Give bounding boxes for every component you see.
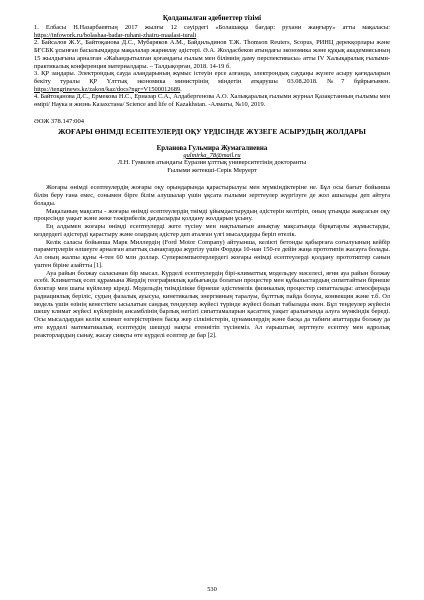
- paragraph: Ең алдымен жоғары өнімді есептеулерді жете түсіну мен нақтылығын анықтау мақсатында бірқатарлы жұмыстарды, кездердегі әдістерді қарастыру және олардың әдістер деп аталған үлгі мысалдарды беріп өтелік.: [34, 223, 390, 238]
- reference-item: 1. Елбасы Н.Назарбаевтың 2017 жылғы 12 сәуірдегі «Болашаққа бағдар: рухани жаңғыру» атты мақаласы: https://infowork.ru/bolashaa-badar-ruhani-zhairu-maalasi-turali: [34, 24, 390, 39]
- paragraph: Жоғары өнімді есептеулердің жоғары оқу орындарында қарастырылуы мен мүмкіндіктеріне не. Бұл осы бағыт бойынша білім беру ғана емес, сонымен бірге білім алушылар үшін ұқсата ғылыми зерттеулер жүргізуге де жол ашылады деп айтуға болады.: [34, 184, 390, 207]
- reference-item: 4. Байтоқанова Д.С., Ермекова Н.С., Ерназар С.А., Алдабергенова А.О. Халықаралық ғылыми журнал Қазақстанның ғылымы мен өмірі/ Наука и жизнь Казахстана/ Science and life of Kazakhstan. -Алматы, №10, 2019.: [34, 93, 390, 109]
- reference-link[interactable]: https://infowork.ru/bolashaa-badar-ruhani-zhairu-maalasi-turali: [34, 31, 197, 39]
- page-number: 530: [207, 586, 217, 593]
- paragraph: Келік саласы бойынша Марк Миллердің (Ford Motor Company) айтуынша, келікті бетонды қабырғаға соғылуының кейбір параметрлерін өлшеуге арналған апаттық сынақтарды жүргізу үшін Фордқа 10-нан 150-ге дейін жаңа прототипін жасауға болады. Ал оның жалпы құны 4-тен 60 млн доллар. Суперкомпьютерлердегі жоғары өнімді есептеулерді қолдану прототиптер санын үштен біріне азайтты [1].: [34, 238, 390, 269]
- paragraph: Ауа райын болжау саласынан бір мысал. Күрделі есептеулердің бірі-климаттық модельдеу мәселесі, яғни ауа райын болжау есебі. Климаттық есеп құрамына Жердің географиялық қабығында болатын процестер мен құбылыстардың сипаттайтын бірнеше блоктар мен шағы күйлелер кіреді. Модельдің тиімділікке бірнеше әдістемелік физикалық процестер сипатталады: атмосферада радиациялық беріліс, судың фазалық ауысуы, кинетикалық энергияның таралуы, бұлттық пайда болуы, конвекция және т.б. Ол модель үшін өзінің кенестікте ысылатын сандық тендеулер жүйесі түрінде жүйесі болып табылады екен. Бұл теңдеулер жүйесін шешу климат жүйесі күйлерінің ансамблінің барлық негізгі сипаттамаларын қасаттеқ уақыт аралығында алуға мүмкіндік береді. Осы мысалдардан келім климат өзгерістерінен басқа жер сілкіністерін, цунамилердің және басқа да табиғи апаттарды болжау да өте күрделі математикалық есептеудің шешуді нақты етеннітіп түсінеміз. Ал ғарыштың зерттеуге есептеу мен ядролық реакторлардың сынау, жасау сияқты өте күрделі есептер де бар [2].: [34, 269, 390, 339]
- author-email[interactable]: gulmirka_78@mail.ru: [183, 151, 241, 159]
- references-heading: Қолданылған әдебиеттер тізімі: [162, 14, 262, 22]
- author-name: Ерланова Гульмира Жумагалиевна: [156, 144, 268, 152]
- article-title: ЖОҒАРЫ ӨНІМДІ ЕСЕПТЕУЛЕРДІ ОҚУ ҮРДІСІНДЕ ЖҮЗЕГЕ АСЫРУДЫҢ ЖОЛДАРЫ: [58, 126, 366, 136]
- reference-item: 3. ҚР заңдары. Электрондық сауда алаңдарының жұмыс істеуін ерсе алғанда, электрондық саудаңы жүзеге асыру қағидаларын бекіту туралы ҚР Үлттық экономика министрінің міндетін атқарушы 03.08.2018. №7 бұйрығымен. https://tengrinews.kz/zakon/kaz/docs?ngr=V1500012689.: [34, 70, 390, 93]
- references-list: [34, 24, 390, 109]
- article-body: [34, 184, 390, 339]
- author-affiliation: Л.Н. Гумилев атындағы Еуразия ұлттық университетінің докторанты: [117, 159, 307, 167]
- supervisor: Ғылыми жетекші-Серік Меруерт: [167, 166, 257, 174]
- reference-link[interactable]: https://tengrinews.kz/zakon/kaz/docs?ngr=V1500012689: [34, 85, 181, 93]
- reference-item: 2. Байсалов Ж.У., Байтоқанова Д.С., Мубаряков А.М., Байдильдинов Т.Ж. Thomson Reuters, Scopus, РИНЦ дерекқорлары және БҒСБК ұсынған басылымдарда мақалалар жариялау әдістері. Ә.А. Жолдасбеков атындағы экономика және құқық академиясының 15 жылдығына арналған «Жаһандытылған қоғамдағы ғылым мен білімнің даму перспективасы» атты IV Халықаралық ғылыми-практикалық конференция материалдары. – Талдықорған, 2018. 14-19 б.: [34, 39, 390, 70]
- paragraph: Мақаланың мақсаты - жоғары өнімді есептеулердің тиімді ұйымдастырудың әдістерін келтіріп, оның ұтымды жақсасын оқу процесінде уақыт және жеке тәжірибелік дағдыларды қолдану жолдарын ұсыну.: [34, 207, 390, 223]
- udk-code: ӘОЖ 378.147:004: [34, 117, 85, 125]
